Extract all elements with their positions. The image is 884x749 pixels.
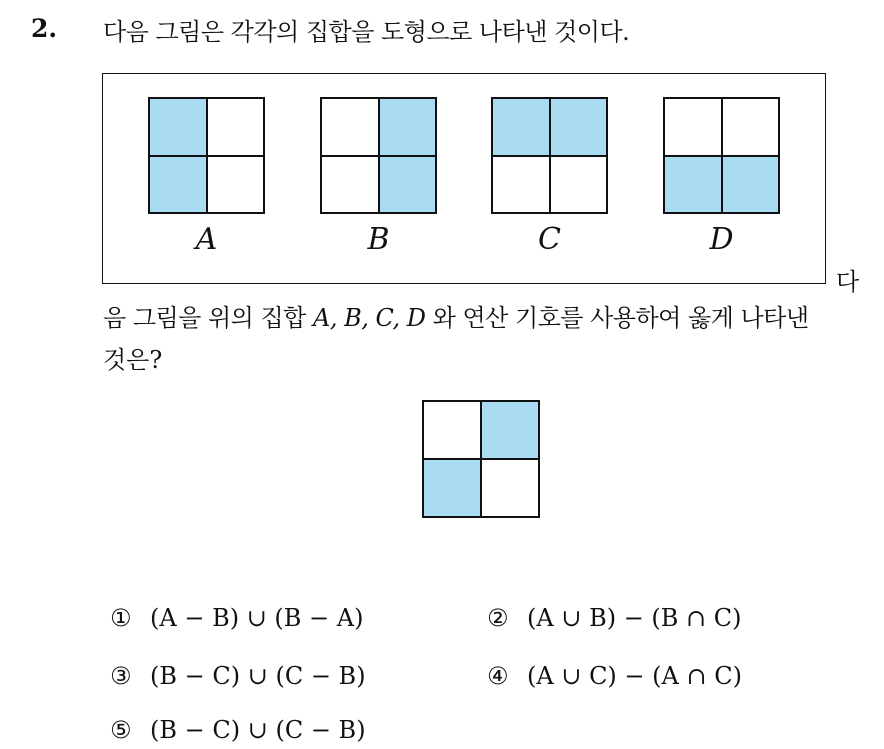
grid-cell — [664, 156, 722, 214]
grid-cell — [481, 459, 539, 517]
question-number: 2. — [31, 14, 58, 43]
set-c — [491, 97, 608, 257]
line2-prefix: 음 그림을 위의 집합 — [103, 304, 313, 332]
set-a-grid — [148, 97, 265, 214]
option-5[interactable] — [110, 716, 366, 744]
option-2-expression: (A ∪ B) − (B ∩ C) — [527, 604, 742, 632]
grid-cell — [207, 98, 265, 156]
set-d-label: D — [709, 222, 734, 257]
grid-cell — [481, 401, 539, 459]
question-line2 — [103, 298, 809, 333]
option-4-number: ④ — [487, 662, 509, 690]
grid-cell — [321, 156, 379, 214]
grid-cell — [550, 98, 608, 156]
grid-cell — [664, 98, 722, 156]
grid-cell — [379, 98, 437, 156]
stem-continuation: 다 — [836, 268, 860, 296]
grid-cell — [423, 459, 481, 517]
option-3-expression: (B − C) ∪ (C − B) — [150, 662, 366, 690]
grid-cell — [207, 156, 265, 214]
grid-cell — [423, 401, 481, 459]
set-b-grid — [320, 97, 437, 214]
grid-cell — [321, 98, 379, 156]
sets-figure-box — [102, 73, 826, 284]
option-4[interactable] — [487, 662, 742, 690]
option-3-number: ③ — [110, 662, 132, 690]
set-d — [663, 97, 780, 257]
option-1[interactable] — [110, 604, 364, 632]
set-a-label: A — [195, 222, 218, 257]
option-1-number: ① — [110, 604, 132, 632]
grid-cell — [149, 156, 207, 214]
question-stem: 다음 그림은 각각의 집합을 도형으로 나타낸 것이다. — [103, 18, 630, 46]
line2-suffix: 와 연산 기호를 사용하여 옳게 나타낸 — [425, 304, 809, 332]
option-4-expression: (A ∪ C) − (A ∩ C) — [527, 662, 742, 690]
option-1-expression: (A − B) ∪ (B − A) — [150, 604, 364, 632]
grid-cell — [379, 156, 437, 214]
grid-cell — [722, 156, 780, 214]
set-b-label: B — [367, 222, 390, 257]
option-2-number: ② — [487, 604, 509, 632]
grid-cell — [492, 98, 550, 156]
set-a — [148, 97, 265, 257]
option-2[interactable] — [487, 604, 742, 632]
question-line3: 것은? — [103, 346, 163, 374]
option-3[interactable] — [110, 662, 366, 690]
grid-cell — [492, 156, 550, 214]
set-c-label: C — [538, 222, 561, 257]
set-d-grid — [663, 97, 780, 214]
option-5-expression: (B − C) ∪ (C − B) — [150, 716, 366, 744]
line2-sets: A, B, C, D — [313, 304, 426, 332]
set-b — [320, 97, 437, 257]
grid-cell — [149, 98, 207, 156]
target-figure — [422, 400, 540, 518]
grid-cell — [722, 98, 780, 156]
grid-cell — [550, 156, 608, 214]
option-5-number: ⑤ — [110, 716, 132, 744]
set-c-grid — [491, 97, 608, 214]
